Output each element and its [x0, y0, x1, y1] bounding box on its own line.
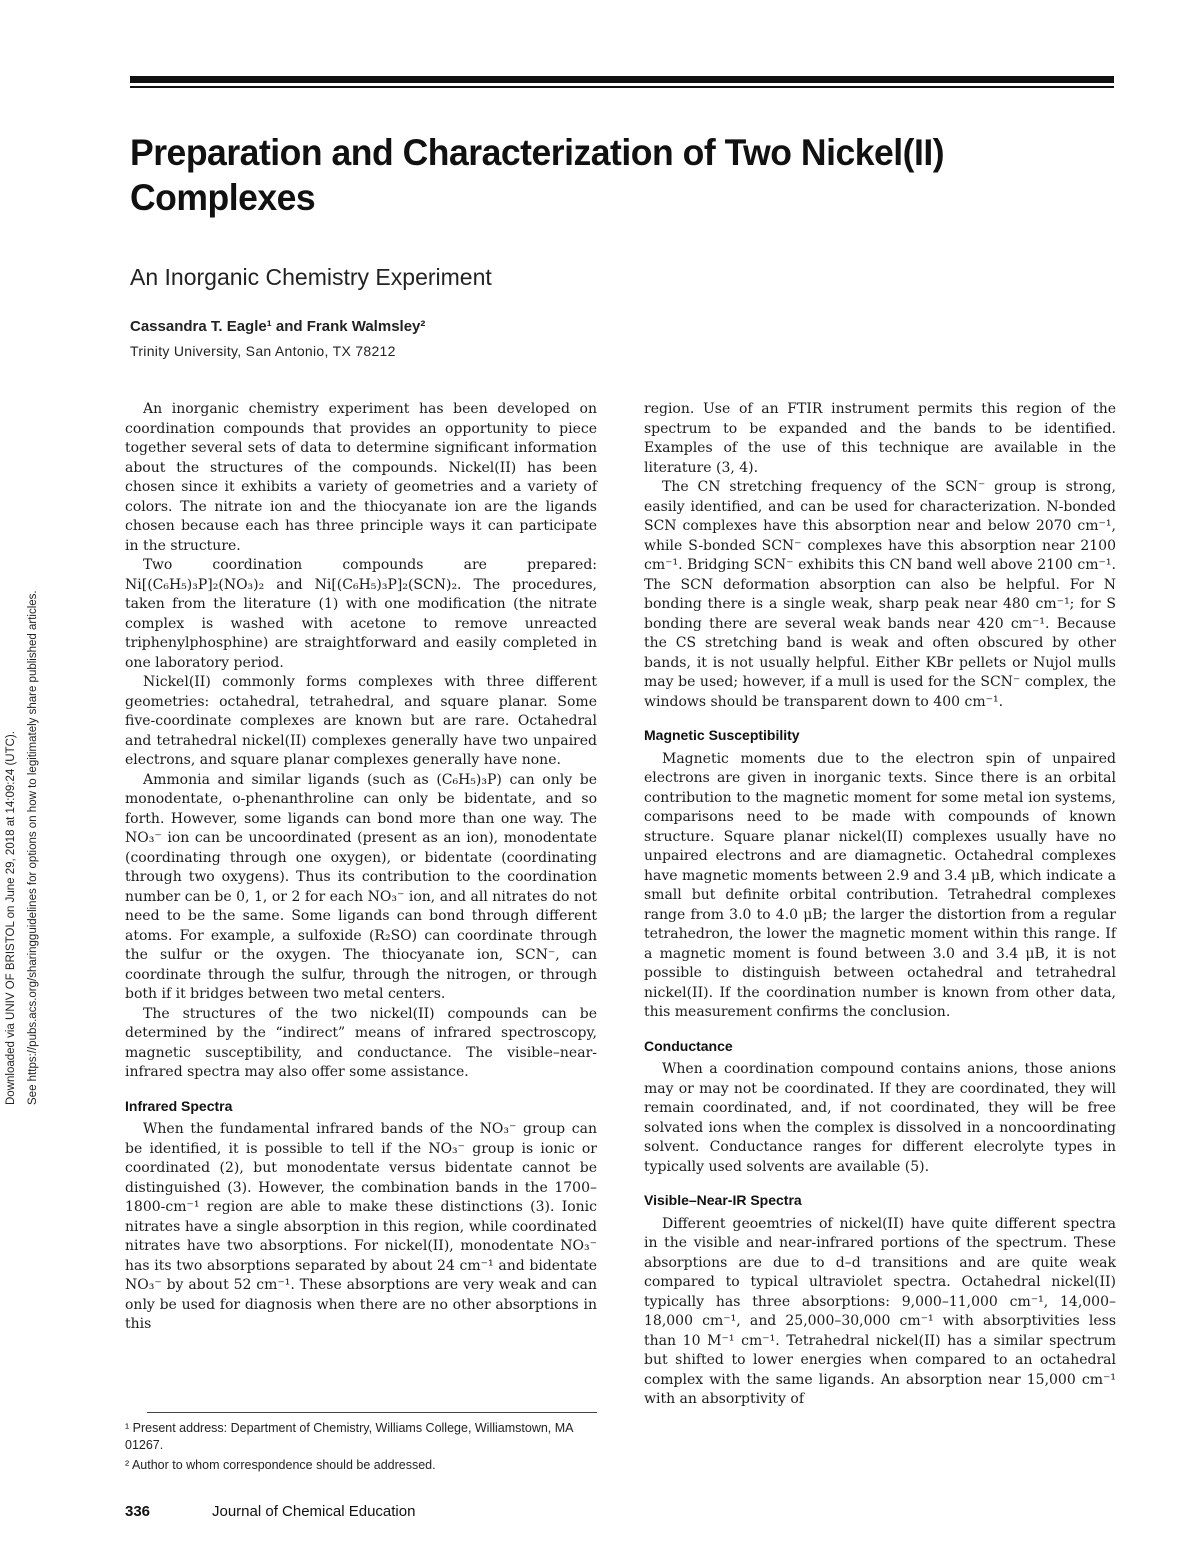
- section-heading-infrared: Infrared Spectra: [125, 1097, 233, 1114]
- left-column: [125, 400, 597, 1335]
- page-number: 336: [125, 1503, 151, 1520]
- watermark-line-2: See https://pubs.acs.org/sharingguidelines for options on how to legitimately share published articles.: [27, 590, 39, 1105]
- journal-name: Journal of Chemical Education: [212, 1503, 416, 1520]
- affiliation: Trinity University, San Antonio, TX 78212: [130, 343, 396, 359]
- top-rule-thin: [130, 86, 1114, 88]
- footnote-2: ² Author to whom correspondence should be addressed.: [125, 1458, 436, 1472]
- section-heading-magnetic: Magnetic Susceptibility: [644, 727, 800, 743]
- article-subtitle: An Inorganic Chemistry Experiment: [130, 264, 492, 290]
- author-list: Cassandra T. Eagle¹ and Frank Walmsley²: [130, 318, 426, 335]
- article-title: Preparation and Characterization of Two Nickel(II) Complexes: [130, 132, 945, 218]
- paragraph: When the fundamental infrared bands of the NO₃⁻ group can be identified, it is possible to tell if the NO₃⁻ group is ionic or coordinated (2), but monodentate versus bidentate cannot be distinguished (3). However, the combination bands in the 1700–1800-cm⁻¹ region are able to make these distinctions (3). Ionic nitrates have a single absorption in this region, while coordinated nitrates have two absorptions. For nickel(II), monodentate NO₃⁻ has its two absorptions separated by about 24 cm⁻¹ and bidentate NO₃⁻ by about 52 cm⁻¹. These absorptions are very weak and can only be used for diagnosis when there are no other absorptions in this: [125, 1121, 597, 1332]
- paragraph: The structures of the two nickel(II) compounds can be determined by the “indirect” means of infrared spectroscopy, magnetic susceptibility, and conductance. The visible–near-infrared spectra may also offer some assistance.: [125, 1005, 597, 1080]
- paragraph: region. Use of an FTIR instrument permits this region of the spectrum to be expanded and the bands to be identified. Examples of the use of this technique are available in the literature (3, 4).: [644, 401, 1116, 476]
- paragraph: Different geoemtries of nickel(II) have quite different spectra in the visible and near-infrared portions of the spectrum. These absorptions are due to d–d transitions and are quite weak compared to typical ultraviolet spectra. Octahedral nickel(II) typically has three absorptions: 9,000–11,000 cm⁻¹, 14,000–18,000 cm⁻¹, and 25,000–30,000 cm⁻¹ with absorptivities less than 10 M⁻¹ cm⁻¹. Tetrahedral nickel(II) has a similar spectrum but shifted to lower energies when compared to an octahedral complex with the same ligands. An absorption near 15,000 cm⁻¹ with an absorptivity of: [644, 1215, 1116, 1407]
- paragraph: Ammonia and similar ligands (such as (C₆H₅)₃P) can only be monodentate, o-phenanthroline can only be bidentate, and so forth. However, some ligands can bond more than one way. The NO₃⁻ ion can be uncoordinated (present as an ion), monodentate (coordinating through one oxygen), or bidentate (coordinating through two oxygens). Thus its contribution to the coordination number can be 0, 1, or 2 for each NO₃⁻ ion, and all nitrates do not need to be the same. Some ligands can bond through different atoms. For example, a sulfoxide (R₂SO) can coordinate through the sulfur or the oxygen. The thiocyanate ion, SCN⁻, can coordinate through the sulfur, through the nitrogen, or through both if it bridges between two metal centers.: [125, 771, 597, 1002]
- right-column: [644, 400, 1116, 1410]
- section-heading-conductance: Conductance: [644, 1037, 733, 1054]
- paragraph: When a coordination compound contains anions, those anions may or may not be coordinated. If they are coordinated, they will remain coordinated, and, if not coordinated, they will be free solvated ions when the complex is dissolved in a noncoordinating solvent. Conductance ranges for different elecrolyte types in typically used solvents are available (5).: [644, 1061, 1116, 1175]
- footnote-1: ¹ Present address: Department of Chemistry, Williams College, Williamstown, MA 01267.: [125, 1421, 573, 1452]
- download-watermark: [0, 465, 46, 1115]
- paragraph: Two coordination compounds are prepared: Ni[(C₆H₅)₃P]₂(NO₃)₂ and Ni[(C₆H₅)₃P]₂(SCN)₂. The procedures, taken from the literature (1) with one modification (the nitrate complex is washed with acetone to remove unreacted triphenylphosphine) are straightforward and easily completed in one laboratory period.: [125, 557, 597, 671]
- footnote-rule: [147, 1412, 597, 1413]
- paragraph: The CN stretching frequency of the SCN⁻ group is strong, easily identified, and can be used for characterization. N-bonded SCN complexes have this absorption near and below 2070 cm⁻¹, while S-bonded SCN⁻ complexes have this absorption near 2100 cm⁻¹. Bridging SCN⁻ exhibits this CN band well above 2100 cm⁻¹. The SCN deformation absorption can also be helpful. For N bonding there is a single weak, sharp peak near 480 cm⁻¹; for S bonding there are several weak bands near 420 cm⁻¹. Because the CS stretching band is weak and often obscured by other bands, it is not usually helpful. Either KBr pellets or Nujol mulls may be used; however, if a mull is used for the SCN⁻ complex, the windows should be transparent down to 400 cm⁻¹.: [644, 479, 1116, 710]
- paragraph: Magnetic moments due to the electron spin of unpaired electrons are given in inorganic texts. Since there is an orbital contribution to the magnetic moment for some metal ion systems, comparisons need to be made with compounds of known structure. Square planar nickel(II) complexes usually have no unpaired electrons and are diamagnetic. Octahedral complexes have magnetic moments between 2.9 and 3.4 μB, which indicate a small but definite orbital contribution. Tetrahedral complexes range from 3.0 to 4.0 μB; the larger the distortion from a regular tetrahedron, the lower the magnetic moment within this range. If a magnetic moment is found between 3.0 and 3.4 μB, it is not possible to distinguish between octahedral and tetrahedral nickel(II). If the coordination number is known from other data, this measurement confirms the conclusion.: [644, 750, 1116, 1020]
- watermark-line-1: Downloaded via UNIV OF BRISTOL on June 29, 2018 at 14:09:24 (UTC).: [5, 731, 17, 1105]
- paragraph: Nickel(II) commonly forms complexes with three different geometries: octahedral, tetrahedral, and square planar. Some five-coordinate complexes are known but are rare. Octahedral and tetrahedral nickel(II) complexes generally have two unpaired electrons, and square planar complexes generally have none.: [125, 674, 597, 768]
- top-rule-thick: [130, 76, 1114, 83]
- section-heading-visible-nir: Visible–Near-IR Spectra: [644, 1192, 802, 1208]
- paragraph: An inorganic chemistry experiment has been developed on coordination compounds that provides an opportunity to piece together several sets of data to determine significant information about the structures of the compounds. Nickel(II) has been chosen since it exhibits a variety of geometries and a variety of colors. The nitrate ion and the thiocyanate ion are the ligands chosen because each has three principle ways it can participate in the structure.: [125, 401, 597, 554]
